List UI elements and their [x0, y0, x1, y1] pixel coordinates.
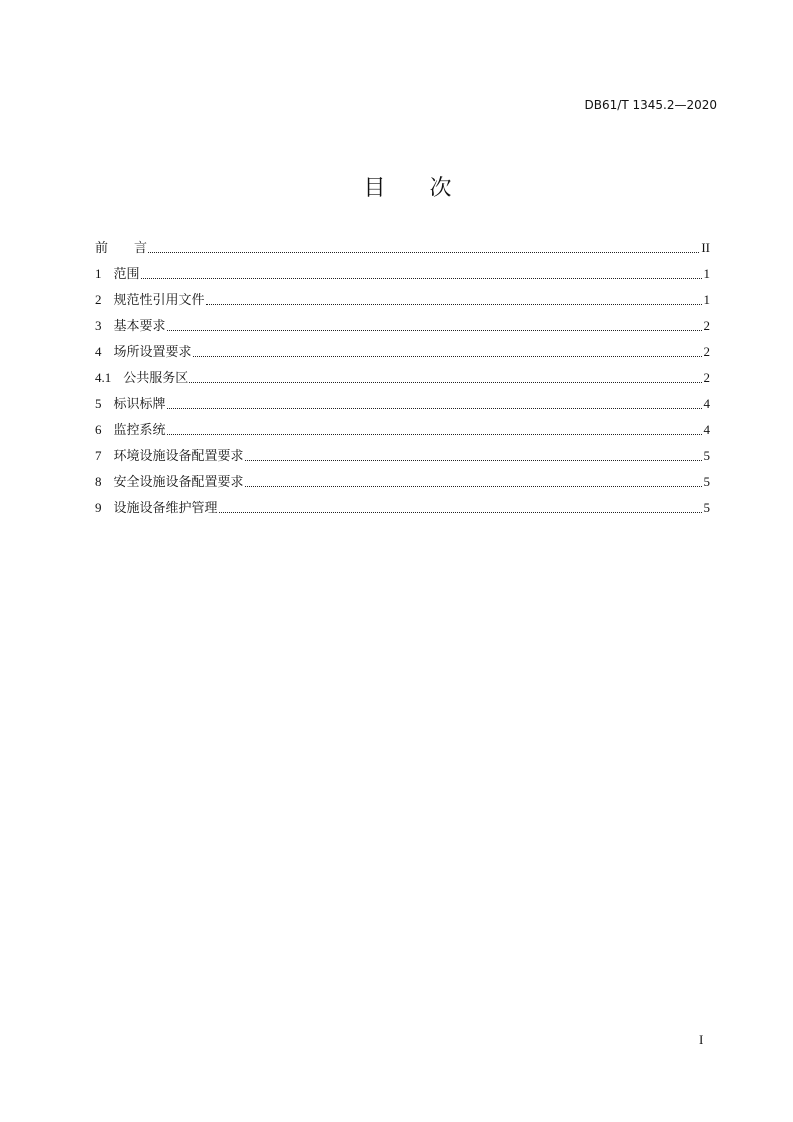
dot-leader — [189, 382, 701, 383]
toc-entry-number: 5 — [95, 396, 102, 411]
toc-entry-2 — [93, 287, 710, 313]
toc-entry-7 — [93, 443, 710, 469]
toc-entry-title: 设施设备维护管理 — [113, 500, 218, 515]
toc-entry-page: 4 — [703, 422, 710, 437]
dot-leader — [141, 278, 702, 279]
toc-entry-5 — [93, 391, 710, 417]
toc-entry-title: 场所设置要求 — [113, 344, 192, 359]
table-of-contents — [93, 235, 710, 521]
dot-leader — [245, 460, 702, 461]
toc-entry-page: 2 — [703, 370, 710, 385]
toc-entry-title: 基本要求 — [113, 318, 166, 333]
page-number: I — [699, 1032, 704, 1047]
toc-entry-9 — [93, 495, 710, 521]
toc-entry-page: II — [701, 240, 710, 255]
toc-entry-page: 5 — [703, 500, 710, 515]
dot-leader — [193, 356, 702, 357]
toc-entry-title: 标识标牌 — [113, 396, 166, 411]
dot-leader — [245, 486, 702, 487]
toc-entry-4-1 — [93, 365, 710, 391]
toc-entry-8 — [93, 469, 710, 495]
toc-entry-1 — [93, 261, 710, 287]
toc-entry-title: 前 言 — [95, 240, 148, 255]
dot-leader — [167, 434, 702, 435]
toc-entry-title: 范围 — [113, 266, 140, 281]
toc-entry-6 — [93, 417, 710, 443]
toc-entry-foreword — [93, 235, 710, 261]
dot-leader — [148, 252, 699, 253]
toc-entry-number: 7 — [95, 448, 102, 463]
toc-entry-4 — [93, 339, 710, 365]
toc-entry-3 — [93, 313, 710, 339]
toc-entry-number: 4 — [95, 344, 102, 359]
toc-entry-number: 9 — [95, 500, 102, 515]
toc-entry-page: 2 — [703, 318, 710, 333]
toc-entry-title: 公共服务区 — [123, 370, 189, 385]
toc-entry-title: 安全设施设备配置要求 — [113, 474, 244, 489]
standard-code: DB61/T 1345.2—2020 — [584, 98, 717, 112]
toc-entry-page: 4 — [703, 396, 710, 411]
toc-entry-number: 3 — [95, 318, 102, 333]
dot-leader — [167, 330, 702, 331]
toc-entry-title: 环境设施设备配置要求 — [113, 448, 244, 463]
toc-entry-page: 2 — [703, 344, 710, 359]
toc-entry-number: 4.1 — [95, 370, 112, 385]
toc-entry-number: 6 — [95, 422, 102, 437]
toc-entry-title: 监控系统 — [113, 422, 166, 437]
dot-leader — [206, 304, 702, 305]
toc-entry-number: 2 — [95, 292, 102, 307]
page-title: 目 次 — [363, 175, 452, 200]
toc-entry-title: 规范性引用文件 — [113, 292, 205, 307]
toc-entry-number: 8 — [95, 474, 102, 489]
dot-leader — [219, 512, 702, 513]
toc-entry-page: 1 — [703, 292, 710, 307]
toc-entry-page: 5 — [703, 448, 710, 463]
toc-entry-page: 5 — [703, 474, 710, 489]
toc-entry-page: 1 — [703, 266, 710, 281]
toc-entry-number: 1 — [95, 266, 102, 281]
dot-leader — [167, 408, 702, 409]
